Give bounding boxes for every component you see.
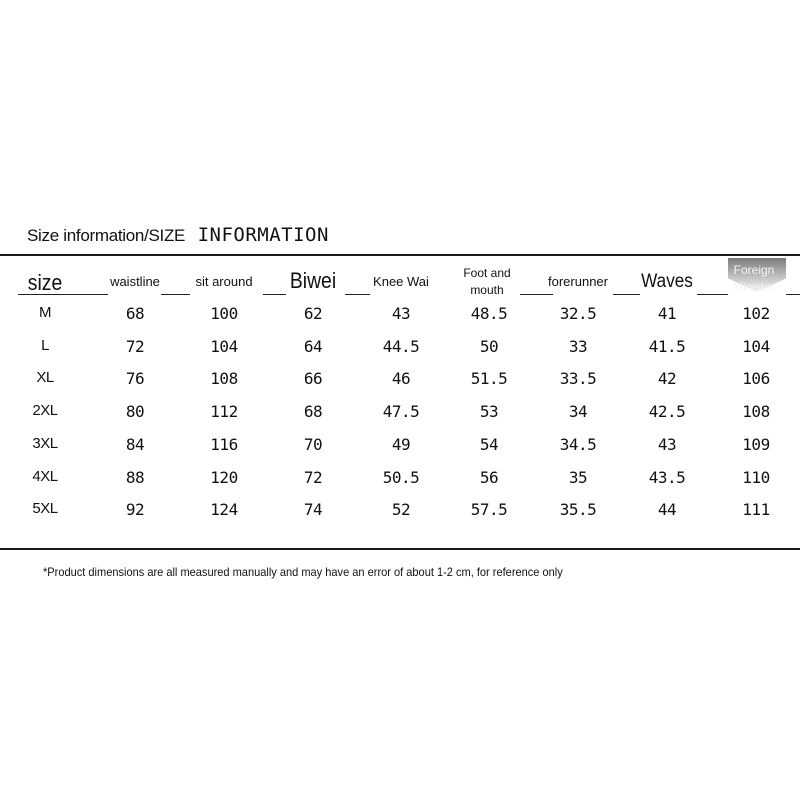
value-cell: 111 xyxy=(742,500,770,520)
header-underline xyxy=(263,294,286,295)
value-cell: 43.5 xyxy=(648,467,686,487)
value-cell: 92 xyxy=(125,500,145,520)
value-cell: 72 xyxy=(125,336,145,356)
value-cell: 88 xyxy=(125,467,145,487)
value-cell: 66 xyxy=(303,369,323,389)
title-main: Size information/SIZE xyxy=(27,226,186,245)
value-cell: 106 xyxy=(742,369,770,389)
value-cell: 43 xyxy=(657,434,677,454)
size-cell: 5XL xyxy=(32,500,58,518)
size-cell: 3XL xyxy=(32,434,58,452)
value-cell: 124 xyxy=(210,500,238,520)
value-cell: 50.5 xyxy=(382,467,420,487)
column-header: size xyxy=(27,270,63,295)
value-cell: 70 xyxy=(303,434,323,454)
header-underline xyxy=(161,294,190,295)
top-rule xyxy=(0,254,800,256)
header-underline xyxy=(520,294,553,295)
value-cell: 35.5 xyxy=(559,500,597,520)
size-cell: XL xyxy=(36,369,54,387)
size-cell: 4XL xyxy=(32,467,58,485)
value-cell: 42.5 xyxy=(648,402,686,422)
value-cell: 52 xyxy=(391,500,411,520)
value-cell: 44 xyxy=(657,500,677,520)
value-cell: 34.5 xyxy=(559,434,597,454)
value-cell: 80 xyxy=(125,402,145,422)
value-cell: 43 xyxy=(391,304,411,323)
value-cell: 57.5 xyxy=(470,500,508,520)
value-cell: 100 xyxy=(210,304,238,323)
column-header: sit around xyxy=(195,274,253,289)
value-cell: 112 xyxy=(210,402,238,422)
size-cell: M xyxy=(39,304,51,321)
value-cell: 33 xyxy=(568,336,588,356)
value-cell: 76 xyxy=(125,369,145,389)
header-underline xyxy=(697,294,728,295)
value-cell: 48.5 xyxy=(470,304,508,323)
value-cell: 41 xyxy=(657,304,677,323)
value-cell: 34 xyxy=(568,402,588,422)
value-cell: 68 xyxy=(125,304,145,323)
bottom-rule xyxy=(0,548,800,550)
column-header: Knee Wai xyxy=(373,274,429,289)
value-cell: 74 xyxy=(303,500,323,520)
header-underline xyxy=(613,294,640,295)
value-cell: 84 xyxy=(125,434,145,454)
column-header: Foreign Minister xyxy=(732,263,775,294)
value-cell: 120 xyxy=(210,467,238,487)
value-cell: 53 xyxy=(479,402,499,422)
value-cell: 68 xyxy=(303,402,323,422)
value-cell: 42 xyxy=(657,369,677,389)
column-header: Biwei xyxy=(289,268,337,293)
column-header: waistline xyxy=(110,274,160,289)
value-cell: 110 xyxy=(742,467,770,487)
value-cell: 116 xyxy=(210,434,238,454)
value-cell: 72 xyxy=(303,467,323,487)
value-cell: 109 xyxy=(742,434,770,454)
value-cell: 50 xyxy=(479,336,499,356)
title-sub: INFORMATION xyxy=(197,224,329,246)
value-cell: 56 xyxy=(479,467,499,487)
value-cell: 102 xyxy=(742,304,770,323)
value-cell: 108 xyxy=(210,369,238,389)
value-cell: 64 xyxy=(303,336,323,356)
value-cell: 62 xyxy=(303,304,323,323)
value-cell: 44.5 xyxy=(382,336,420,356)
value-cell: 54 xyxy=(479,434,499,454)
column-header: forerunner xyxy=(548,274,608,289)
size-cell: L xyxy=(41,336,49,354)
value-cell: 41.5 xyxy=(648,336,686,356)
value-cell: 35 xyxy=(568,467,588,487)
value-cell: 51.5 xyxy=(470,369,508,389)
value-cell: 47.5 xyxy=(382,402,420,422)
header-underline xyxy=(786,294,800,295)
header-underline xyxy=(345,294,370,295)
value-cell: 104 xyxy=(210,336,238,356)
value-cell: 49 xyxy=(391,434,411,454)
size-cell: 2XL xyxy=(32,402,58,420)
column-header: Foot and mouth xyxy=(463,266,511,297)
value-cell: 104 xyxy=(742,336,770,356)
footnote: *Product dimensions are all measured manually and may have an error of about 1-2 cm, for reference only xyxy=(43,565,563,579)
column-header: Waves xyxy=(641,271,693,292)
value-cell: 33.5 xyxy=(559,369,597,389)
value-cell: 32.5 xyxy=(559,304,597,323)
table-title xyxy=(27,224,329,250)
value-cell: 46 xyxy=(391,369,411,389)
value-cell: 108 xyxy=(742,402,770,422)
